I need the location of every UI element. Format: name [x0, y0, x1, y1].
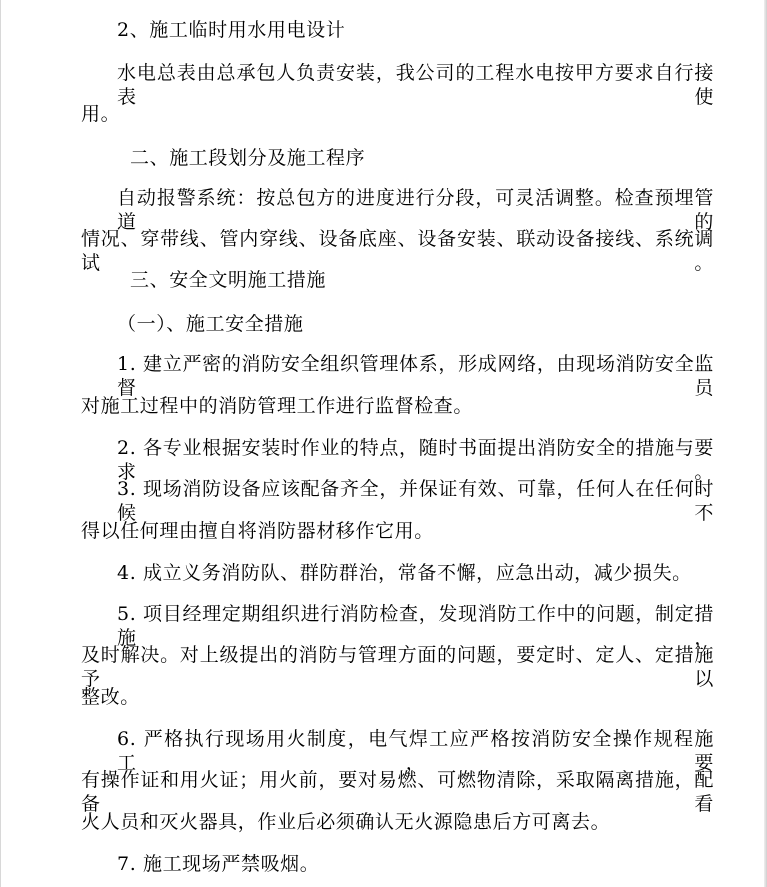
- list-item-2: 2. 各专业根据安装时作业的特点，随时书面提出消防安全的措施与要求。: [117, 437, 714, 483]
- subheading-safety-measures: （一）、施工安全措施: [117, 313, 304, 335]
- heading-water-electricity: 2、施工临时用水用电设计: [117, 19, 346, 41]
- list-item-5: 5. 项目经理定期组织进行消防检查，发现消防工作中的问题，制定措施，: [117, 603, 714, 649]
- list-item-5-cont: 及时解决。对上级提出的消防与管理方面的问题，要定时、定人、定措施予以: [81, 644, 714, 690]
- paragraph-line: 情况、穿带线、管内穿线、设备底座、设备安装、联动设备接线、系统调试。: [81, 228, 714, 274]
- list-item-6-cont: 火人员和灭火器具，作业后必须确认无火源隐患后方可离去。: [81, 811, 611, 833]
- list-item-6: 6. 严格执行现场用火制度，电气焊工应严格按消防安全操作规程施工，要: [117, 728, 714, 774]
- list-item-6-cont: 有操作证和用火证；用火前，要对易燃、可燃物清除，采取隔离措施，配备看: [81, 769, 714, 815]
- page-left-edge: [0, 0, 1, 887]
- list-item-4: 4. 成立义务消防队、群防群治，常备不懈，应急出动，减少损失。: [117, 562, 692, 584]
- paragraph-line: 水电总表由总承包人负责安装，我公司的工程水电按甲方要求自行接表使: [117, 62, 714, 108]
- list-item-7: 7. 施工现场严禁吸烟。: [117, 853, 320, 875]
- heading-section-two: 二、施工段划分及施工程序: [130, 147, 366, 169]
- list-item-1-cont: 对施工过程中的消防管理工作进行监督检查。: [81, 395, 474, 417]
- list-item-1: 1. 建立严密的消防安全组织管理体系，形成网络，由现场消防安全监督员: [117, 353, 714, 399]
- heading-section-three: 三、安全文明施工措施: [130, 269, 327, 291]
- list-item-3-cont: 得以任何理由擅自将消防器材移作它用。: [81, 520, 434, 542]
- list-item-3: 3. 现场消防设备应该配备齐全，并保证有效、可靠，任何人在任何时候不: [117, 478, 714, 524]
- paragraph-line: 自动报警系统：按总包方的进度进行分段，可灵活调整。检查预埋管道的: [117, 187, 714, 233]
- list-item-5-cont: 整改。: [81, 686, 140, 708]
- paragraph-line: 用。: [81, 103, 121, 125]
